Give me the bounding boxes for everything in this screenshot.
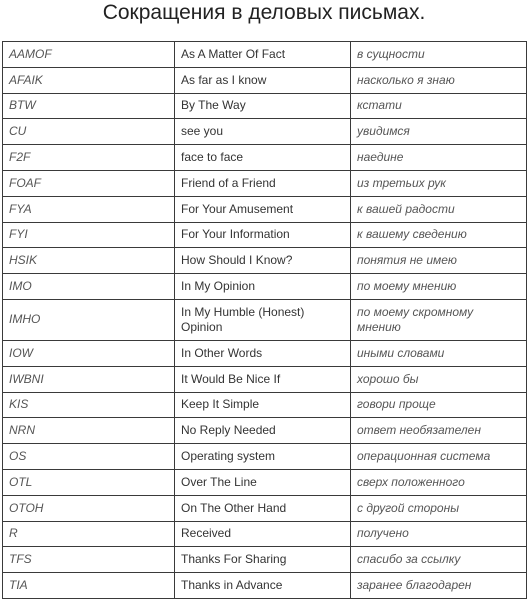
abbreviation-cell: OTL (3, 469, 175, 495)
translation-cell: операционная система (351, 444, 527, 470)
table-row (3, 495, 527, 521)
abbreviation-cell: F2F (3, 145, 175, 171)
full-form-cell: How Should I Know? (175, 248, 351, 274)
table-row (3, 521, 527, 547)
abbreviation-cell: OS (3, 444, 175, 470)
full-form-cell: By The Way (175, 93, 351, 119)
abbreviation-cell: KIS (3, 392, 175, 418)
full-form-cell: Thanks For Sharing (175, 547, 351, 573)
abbreviation-cell: R (3, 521, 175, 547)
table-row (3, 67, 527, 93)
full-form-cell: Keep It Simple (175, 392, 351, 418)
translation-cell: насколько я знаю (351, 67, 527, 93)
translation-cell: хорошо бы (351, 366, 527, 392)
translation-cell: понятия не имею (351, 248, 527, 274)
full-form-cell: In My Humble (Honest) Opinion (175, 299, 351, 340)
translation-cell: спасибо за ссылку (351, 547, 527, 573)
table-row (3, 170, 527, 196)
full-form-cell: In Other Words (175, 340, 351, 366)
table-row (3, 145, 527, 171)
abbreviation-cell: HSIK (3, 248, 175, 274)
abbreviations-table-body (3, 42, 527, 599)
full-form-cell: In My Opinion (175, 274, 351, 300)
translation-cell: к вашему сведению (351, 222, 527, 248)
abbreviation-cell: IMO (3, 274, 175, 300)
translation-cell: кстати (351, 93, 527, 119)
full-form-cell: Received (175, 521, 351, 547)
translation-cell: заранее благодарен (351, 573, 527, 599)
table-row (3, 366, 527, 392)
full-form-cell: Operating system (175, 444, 351, 470)
table-row (3, 274, 527, 300)
full-form-cell: On The Other Hand (175, 495, 351, 521)
translation-cell: наедине (351, 145, 527, 171)
abbreviation-cell: TFS (3, 547, 175, 573)
abbreviation-cell: FOAF (3, 170, 175, 196)
abbreviation-cell: CU (3, 119, 175, 145)
translation-cell: увидимся (351, 119, 527, 145)
abbreviation-cell: IWBNI (3, 366, 175, 392)
abbreviations-table (2, 41, 527, 599)
table-row (3, 418, 527, 444)
full-form-cell: As A Matter Of Fact (175, 42, 351, 68)
table-row (3, 119, 527, 145)
table-row (3, 42, 527, 68)
full-form-cell: Thanks in Advance (175, 573, 351, 599)
full-form-cell: face to face (175, 145, 351, 171)
abbreviation-cell: IMHO (3, 299, 175, 340)
translation-cell: из третьих рук (351, 170, 527, 196)
table-row (3, 196, 527, 222)
table-row (3, 93, 527, 119)
abbreviation-cell: AFAIK (3, 67, 175, 93)
translation-cell: к вашей радости (351, 196, 527, 222)
full-form-cell: For Your Information (175, 222, 351, 248)
table-row (3, 340, 527, 366)
table-row (3, 547, 527, 573)
table-row (3, 222, 527, 248)
abbreviation-cell: NRN (3, 418, 175, 444)
translation-cell: с другой стороны (351, 495, 527, 521)
full-form-cell: No Reply Needed (175, 418, 351, 444)
abbreviation-cell: FYI (3, 222, 175, 248)
abbreviation-cell: TIA (3, 573, 175, 599)
table-row (3, 444, 527, 470)
abbreviation-cell: AAMOF (3, 42, 175, 68)
table-row (3, 469, 527, 495)
abbreviation-cell: BTW (3, 93, 175, 119)
table-row (3, 573, 527, 599)
table-row (3, 248, 527, 274)
translation-cell: сверх положенного (351, 469, 527, 495)
translation-cell: получено (351, 521, 527, 547)
translation-cell: по моему скромному мнению (351, 299, 527, 340)
table-row (3, 392, 527, 418)
translation-cell: в сущности (351, 42, 527, 68)
translation-cell: ответ необязателен (351, 418, 527, 444)
full-form-cell: As far as I know (175, 67, 351, 93)
full-form-cell: see you (175, 119, 351, 145)
abbreviation-cell: OTOH (3, 495, 175, 521)
translation-cell: по моему мнению (351, 274, 527, 300)
table-row (3, 299, 527, 340)
full-form-cell: For Your Amusement (175, 196, 351, 222)
abbreviation-cell: IOW (3, 340, 175, 366)
translation-cell: говори проще (351, 392, 527, 418)
page-title: Сокращения в деловых письмах. (102, 1, 426, 24)
full-form-cell: It Would Be Nice If (175, 366, 351, 392)
abbreviation-cell: FYA (3, 196, 175, 222)
translation-cell: иными словами (351, 340, 527, 366)
full-form-cell: Friend of a Friend (175, 170, 351, 196)
full-form-cell: Over The Line (175, 469, 351, 495)
